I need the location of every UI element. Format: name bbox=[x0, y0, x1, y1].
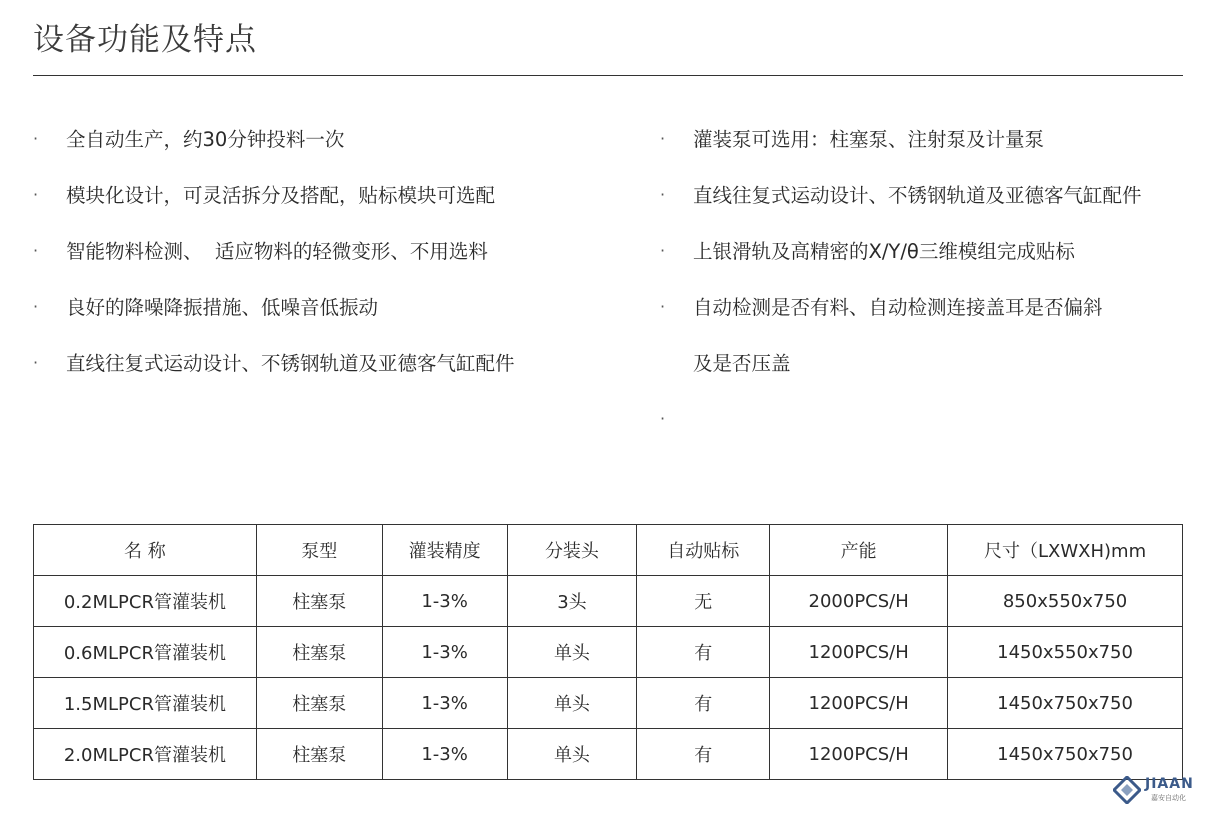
table-header-cell: 泵型 bbox=[256, 525, 382, 576]
bullet: · bbox=[660, 184, 666, 204]
table-cell: 1-3% bbox=[382, 678, 507, 729]
table-cell: 柱塞泵 bbox=[256, 678, 382, 729]
table-row bbox=[34, 576, 1183, 627]
table-cell: 无 bbox=[637, 576, 770, 627]
feature-item bbox=[660, 110, 1200, 166]
features-left-list bbox=[33, 110, 633, 390]
bullet: · bbox=[660, 128, 666, 148]
feature-item bbox=[33, 222, 633, 278]
table-header-cell: 尺寸（LXWXH)mm bbox=[948, 525, 1183, 576]
table-row bbox=[34, 729, 1183, 780]
feature-text: 灌装泵可选用：柱塞泵、注射泵及计量泵 bbox=[693, 128, 1045, 151]
title-divider bbox=[33, 75, 1183, 76]
table-header-cell: 灌装精度 bbox=[382, 525, 507, 576]
page-title: 设备功能及特点 bbox=[33, 22, 257, 58]
feature-text: 全自动生产，约30分钟投料一次 bbox=[66, 128, 345, 151]
feature-text: 直线往复式运动设计、不锈钢轨道及亚德客气缸配件 bbox=[66, 352, 515, 375]
feature-text: 智能物料检测、 适应物料的轻微变形、不用选料 bbox=[66, 240, 488, 263]
table-cell: 0.6MLPCR管灌装机 bbox=[34, 627, 257, 678]
table-cell: 单头 bbox=[507, 678, 637, 729]
table-cell: 1450x750x750 bbox=[948, 678, 1183, 729]
bullet: · bbox=[33, 240, 39, 260]
bullet: · bbox=[33, 128, 39, 148]
table-cell: 单头 bbox=[507, 729, 637, 780]
table-cell: 有 bbox=[637, 678, 770, 729]
table-cell: 有 bbox=[637, 627, 770, 678]
feature-text: 模块化设计，可灵活拆分及搭配，贴标模块可选配 bbox=[66, 184, 496, 207]
feature-item bbox=[660, 166, 1200, 222]
table-cell: 1-3% bbox=[382, 729, 507, 780]
bullet: · bbox=[33, 296, 39, 316]
table-cell: 柱塞泵 bbox=[256, 576, 382, 627]
table-cell: 1200PCS/H bbox=[770, 678, 948, 729]
table-cell: 有 bbox=[637, 729, 770, 780]
table-row bbox=[34, 678, 1183, 729]
table-cell: 3头 bbox=[507, 576, 637, 627]
table-cell: 单头 bbox=[507, 627, 637, 678]
table-row bbox=[34, 627, 1183, 678]
brand-logo bbox=[1113, 774, 1213, 806]
bullet: · bbox=[660, 296, 666, 316]
feature-text: 上银滑轨及高精密的X/Y/θ三维模组完成贴标 bbox=[693, 240, 1075, 263]
feature-text: 直线往复式运动设计、不锈钢轨道及亚德客气缸配件 bbox=[693, 184, 1142, 207]
table-cell: 0.2MLPCR管灌装机 bbox=[34, 576, 257, 627]
feature-item-empty bbox=[660, 390, 1200, 446]
table-cell: 2.0MLPCR管灌装机 bbox=[34, 729, 257, 780]
bullet: · bbox=[33, 352, 39, 372]
table-cell: 1-3% bbox=[382, 576, 507, 627]
bullet: · bbox=[33, 184, 39, 204]
table-header-cell: 产能 bbox=[770, 525, 948, 576]
feature-text: 自动检测是否有料、自动检测连接盖耳是否偏斜 bbox=[693, 296, 1103, 319]
table-cell: 1-3% bbox=[382, 627, 507, 678]
feature-item bbox=[660, 278, 1200, 334]
feature-text: 良好的降噪降振措施、低噪音低振动 bbox=[66, 296, 379, 319]
table-cell: 柱塞泵 bbox=[256, 729, 382, 780]
table-cell: 2000PCS/H bbox=[770, 576, 948, 627]
table-header-cell: 分装头 bbox=[507, 525, 637, 576]
table-cell: 850x550x750 bbox=[948, 576, 1183, 627]
table-header-cell: 自动贴标 bbox=[637, 525, 770, 576]
feature-item bbox=[660, 222, 1200, 278]
brand-subtitle: 嘉安自动化 bbox=[1151, 794, 1186, 802]
table-header-cell: 名 称 bbox=[34, 525, 257, 576]
feature-item bbox=[33, 110, 633, 166]
table-cell: 1450x750x750 bbox=[948, 729, 1183, 780]
table-cell: 1.5MLPCR管灌装机 bbox=[34, 678, 257, 729]
feature-item-continuation bbox=[660, 334, 1200, 390]
bullet: · bbox=[660, 240, 666, 260]
table-cell: 柱塞泵 bbox=[256, 627, 382, 678]
feature-text: 及是否压盖 bbox=[693, 352, 791, 375]
table-cell: 1450x550x750 bbox=[948, 627, 1183, 678]
bullet: · bbox=[660, 408, 666, 428]
spec-table bbox=[33, 524, 1183, 780]
table-cell: 1200PCS/H bbox=[770, 627, 948, 678]
jiaan-logo-icon bbox=[1113, 776, 1141, 804]
feature-item bbox=[33, 166, 633, 222]
feature-item bbox=[33, 278, 633, 334]
brand-name: JIAAN bbox=[1145, 776, 1194, 792]
feature-item bbox=[33, 334, 633, 390]
features-right-list bbox=[660, 110, 1200, 446]
table-cell: 1200PCS/H bbox=[770, 729, 948, 780]
table-header-row bbox=[34, 525, 1183, 576]
